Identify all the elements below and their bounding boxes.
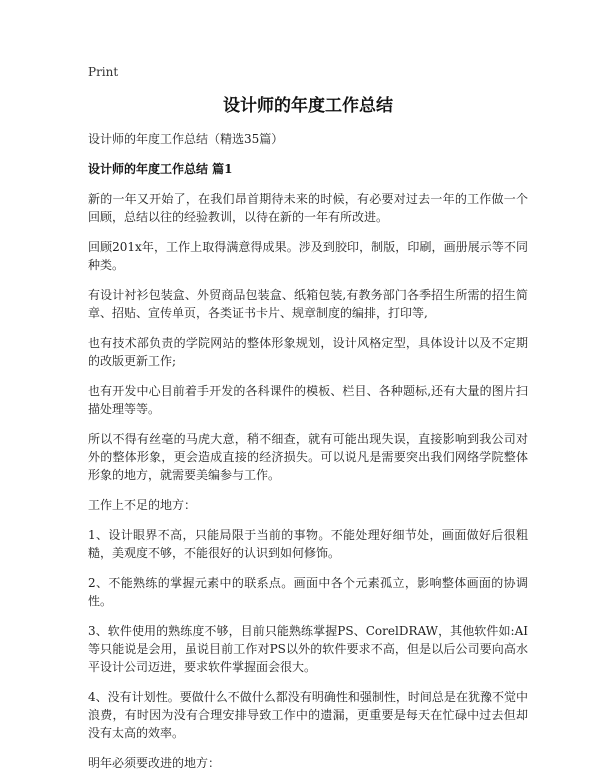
document-page <box>88 64 528 784</box>
print-label[interactable]: Print <box>88 65 119 79</box>
paragraph-shortcoming-1: 1、设计眼界不高，只能局限于当前的事物。不能处理好细节处，画面做好后很粗糙，美观度不够，不能很好的认识到如何修饰。 <box>88 528 528 560</box>
page-title: 设计师的年度工作总结 <box>223 96 393 116</box>
paragraph-shortcoming-2: 2、不能熟练的掌握元素中的联系点。画面中各个元素孤立，影响整体画面的协调性。 <box>88 576 528 608</box>
paragraph-improvements-heading: 明年必须要改进的地方： <box>88 756 221 770</box>
paragraph-website: 也有技术部负责的学院网站的整体形象规划，设计风格定型，具体设计以及不定期的改版更新工作; <box>88 336 528 368</box>
paragraph-shortcoming-4: 4、没有计划性。要做什么不做什么都没有明确性和强制性，时间总是在犹豫不觉中浪费，有时因为没有合理安排导致工作中的遗漏，更重要是每天在忙碌中过去但却没有太高的效率。 <box>88 690 528 740</box>
paragraph-responsibility: 所以不得有丝毫的马虎大意，稍不细查，就有可能出现失误，直接影响到我公司对外的整体形象，更会造成直接的经济损失。可以说凡是需要突出我们网络学院整体形象的地方，就需要美编参与工作。 <box>88 432 528 482</box>
paragraph-shortcomings-heading: 工作上不足的地方： <box>88 498 197 512</box>
paragraph-intro: 新的一年又开始了，在我们昂首期待未来的时候，有必要对过去一年的工作做一个回顾，总结以往的经验教训，以待在新的一年有所改进。 <box>88 192 528 224</box>
section-heading: 设计师的年度工作总结 篇1 <box>88 162 233 176</box>
paragraph-review: 回顾201x年，工作上取得满意得成果。涉及到胶印，制版，印刷，画册展示等不同种类。 <box>88 240 528 272</box>
paragraph-packaging: 有设计衬衫包装盒、外贸商品包装盒、纸箱包装,有教务部门各季招生所需的招生简章、招贴、宣传单页，各类证书卡片、规章制度的编排，打印等, <box>88 288 528 320</box>
paragraph-shortcoming-3: 3、软件使用的熟练度不够，目前只能熟练掌握PS、CorelDRAW，其他软件如:AI等只能说是会用，虽说目前工作对PS以外的软件要求不高，但是以后公司要向高水平设计公司迈进，要求软件掌握面会很大。 <box>88 624 528 674</box>
document-subtitle: 设计师的年度工作总结（精选35篇） <box>88 132 284 146</box>
paragraph-courseware: 也有开发中心目前着手开发的各科课件的模板、栏目、各种题标,还有大量的图片扫描处理等等。 <box>88 384 528 416</box>
